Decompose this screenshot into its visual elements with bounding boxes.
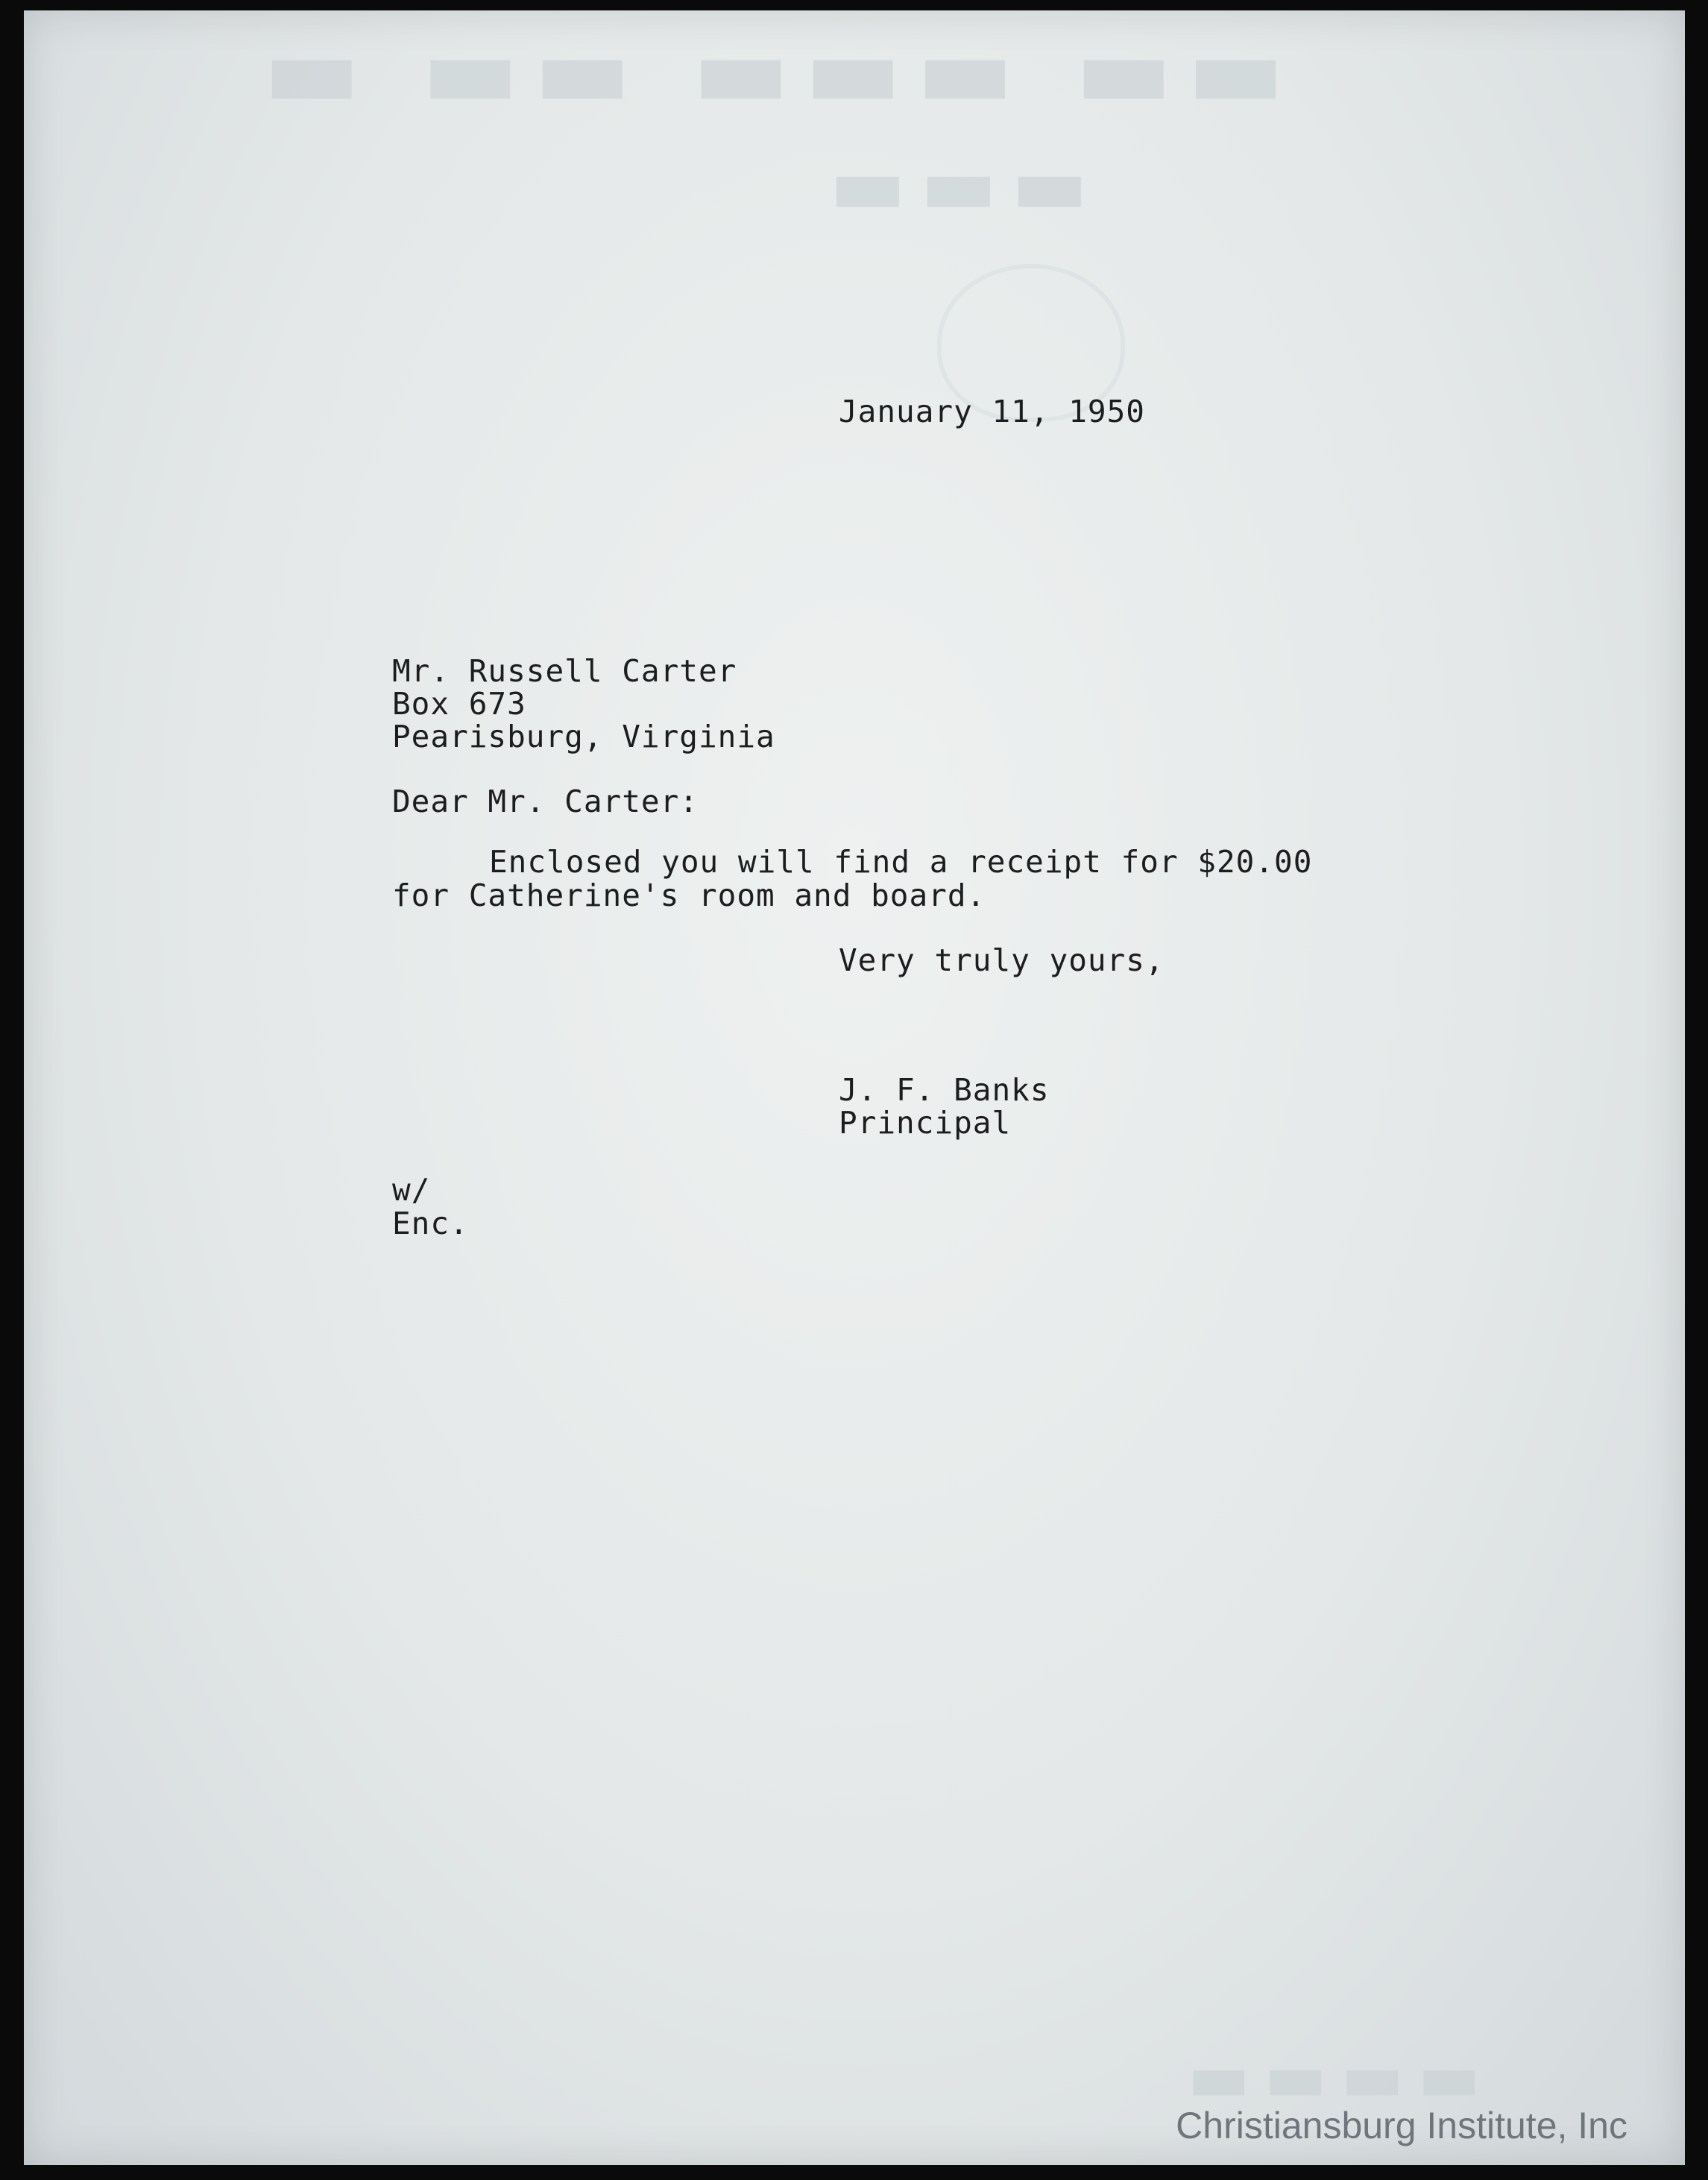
closing: Very truly yours,: [839, 942, 1165, 978]
signer-title: Principal: [839, 1105, 1012, 1141]
recipient-city: Pearisburg, Virginia: [392, 719, 775, 755]
enclosure-prefix: w/: [392, 1172, 431, 1208]
recipient-box: Box 673: [392, 686, 526, 722]
enclosure-label: Enc.: [392, 1206, 469, 1241]
archive-watermark: Christiansburg Institute, Inc: [1176, 2105, 1627, 2146]
letter-date: January 11, 1950: [839, 394, 1145, 429]
footer-bleedthrough: ▬▬▬▬: [1187, 2038, 1495, 2117]
letterhead-bleedthrough: ▬ ▬▬ ▬▬▬ ▬▬: [262, 10, 1299, 100]
body-line-1: Enclosed you will find a receipt for $20.00: [489, 844, 1313, 880]
recipient-name: Mr. Russell Carter: [392, 653, 737, 689]
letterhead-bleedthrough-2: ▬▬▬: [829, 137, 1102, 233]
salutation: Dear Mr. Carter:: [392, 784, 699, 819]
signer-name: J. F. Banks: [839, 1072, 1050, 1108]
body-line-2: for Catherine's room and board.: [392, 878, 986, 913]
